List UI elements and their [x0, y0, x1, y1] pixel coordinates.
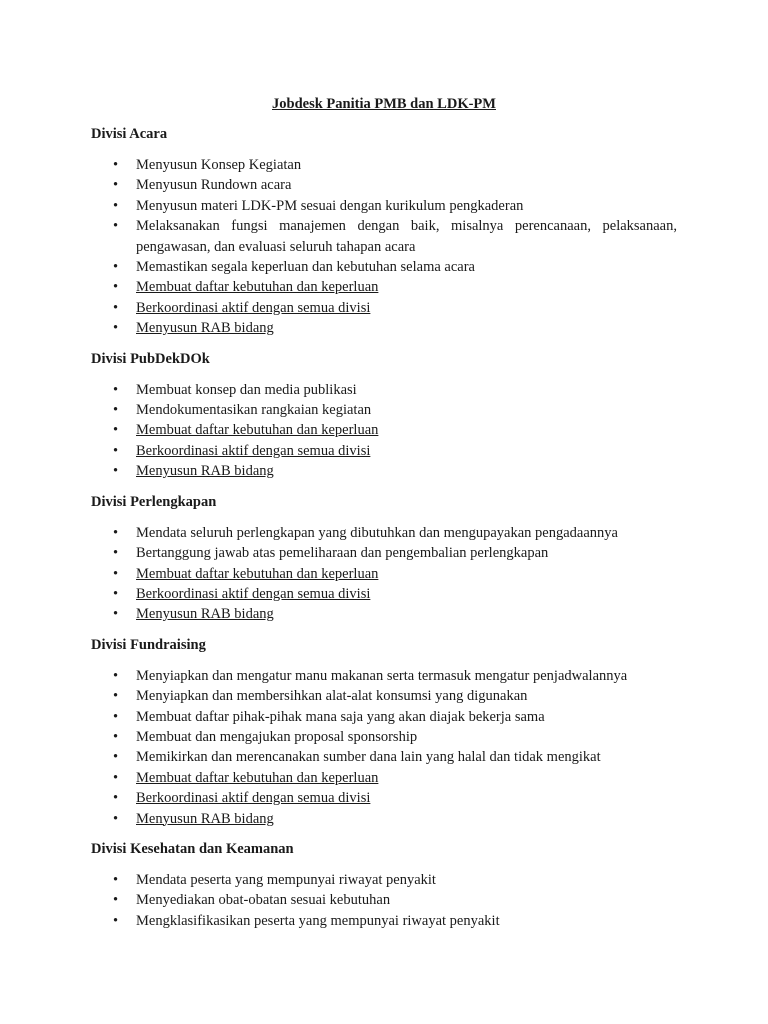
section: [91, 492, 677, 625]
list-item-text: Membuat dan mengajukan proposal sponsorship: [136, 728, 418, 745]
list-item-text: Membuat daftar pihak-pihak mana saja yang akan diajak bekerja sama: [136, 708, 545, 725]
list-item: [91, 155, 677, 175]
bullet-list: [91, 870, 677, 931]
list-item-text: Mendokumentasikan rangkaian kegiatan: [136, 402, 372, 419]
list-item-text: Mengklasifikasikan peserta yang mempunyai riwayat penyakit: [136, 912, 500, 929]
section-title: Divisi Perlengkapan: [91, 493, 217, 510]
list-item: [91, 768, 677, 788]
list-item: [91, 196, 677, 216]
list-item-text: Memastikan segala keperluan dan kebutuhan selama acara: [136, 259, 475, 276]
list-item-text: Berkoordinasi aktif dengan semua divisi: [136, 790, 371, 807]
list-item: [91, 523, 677, 543]
list-item-text: Menyediakan obat-obatan sesuai kebutuhan: [136, 892, 391, 909]
list-item: [91, 216, 677, 257]
list-item-text: Menyusun Rundown acara: [136, 177, 292, 194]
list-item: [91, 175, 677, 195]
list-item: [91, 461, 677, 481]
sections-container: [91, 124, 677, 931]
list-item-text: Menyiapkan dan mengatur manu makanan serta termasuk mengatur penjadwalannya: [136, 667, 628, 684]
section-title: Divisi Acara: [91, 126, 168, 142]
list-item-text: Melaksanakan fungsi manajemen dengan baik, misalnya perencanaan, pelaksanaan, pengawasan, dan evaluasi seluruh tahapan acara: [136, 218, 677, 255]
list-item: [91, 257, 677, 277]
list-item-text: Berkoordinasi aktif dengan semua divisi: [136, 585, 371, 602]
list-item-text: Menyusun RAB bidang: [136, 463, 274, 480]
list-item: [91, 747, 677, 767]
list-item-text: Berkoordinasi aktif dengan semua divisi: [136, 299, 371, 316]
list-item: [91, 298, 677, 318]
bullet-list: [91, 666, 677, 829]
list-item: [91, 727, 677, 747]
bullet-list: [91, 155, 677, 339]
list-item-text: Membuat daftar kebutuhan dan keperluan: [136, 565, 379, 582]
list-item-text: Menyusun RAB bidang: [136, 320, 274, 337]
list-item-text: Membuat daftar kebutuhan dan keperluan: [136, 769, 379, 786]
list-item-text: Membuat daftar kebutuhan dan keperluan: [136, 279, 379, 296]
list-item-text: Menyusun RAB bidang: [136, 810, 274, 827]
list-item: [91, 543, 677, 563]
list-item-text: Membuat konsep dan media publikasi: [136, 381, 357, 398]
list-item: [91, 420, 677, 440]
section-title: Divisi PubDekDOk: [91, 350, 210, 367]
bullet-list: [91, 380, 677, 482]
bullet-list: [91, 523, 677, 625]
section: [91, 839, 677, 931]
list-item-text: Memikirkan dan merencanakan sumber dana lain yang halal dan tidak mengikat: [136, 749, 601, 766]
list-item: [91, 564, 677, 584]
section: [91, 124, 677, 339]
list-item-text: Mendata peserta yang mempunyai riwayat penyakit: [136, 871, 436, 888]
list-item: [91, 380, 677, 400]
list-item: [91, 686, 677, 706]
list-item: [91, 890, 677, 910]
section-title: Divisi Fundraising: [91, 636, 206, 653]
list-item-text: Mendata seluruh perlengkapan yang dibutuhkan dan mengupayakan pengadaannya: [136, 524, 618, 541]
list-item: [91, 318, 677, 338]
list-item: [91, 277, 677, 297]
section: [91, 349, 677, 482]
list-item: [91, 441, 677, 461]
list-item-text: Menyusun materi LDK-PM sesuai dengan kurikulum pengkaderan: [136, 197, 524, 214]
document-title: Jobdesk Panitia PMB dan LDK-PM: [272, 96, 496, 112]
list-item: [91, 400, 677, 420]
list-item-text: Berkoordinasi aktif dengan semua divisi: [136, 442, 371, 459]
list-item: [91, 870, 677, 890]
list-item: [91, 604, 677, 624]
list-item: [91, 809, 677, 829]
list-item: [91, 788, 677, 808]
list-item: [91, 707, 677, 727]
list-item-text: Menyusun Konsep Kegiatan: [136, 157, 302, 173]
list-item-text: Membuat daftar kebutuhan dan keperluan: [136, 422, 379, 439]
list-item-text: Menyusun RAB bidang: [136, 606, 274, 623]
list-item: [91, 911, 677, 931]
list-item: [91, 584, 677, 604]
list-item-text: Bertanggung jawab atas pemeliharaan dan pengembalian perlengkapan: [136, 545, 549, 562]
section-title: Divisi Kesehatan dan Keamanan: [91, 840, 294, 857]
list-item: [91, 666, 677, 686]
section: [91, 635, 677, 829]
list-item-text: Menyiapkan dan membersihkan alat-alat konsumsi yang digunakan: [136, 688, 528, 705]
